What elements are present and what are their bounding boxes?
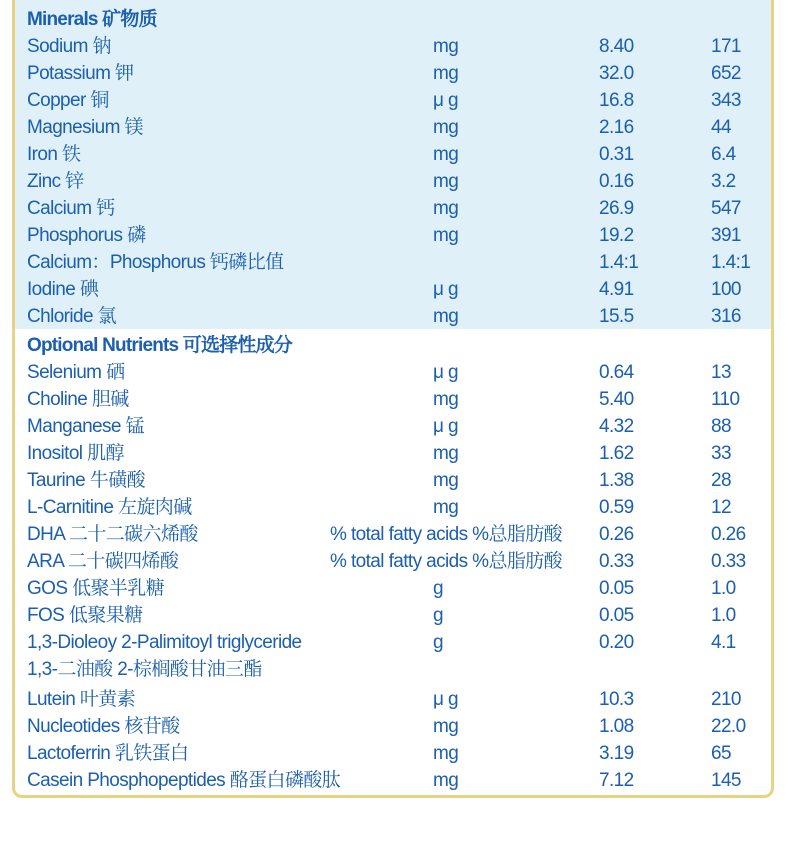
table-row [27,114,774,141]
table-row [27,303,774,330]
nutrient-unit: % total fatty acids %总脂肪酸 [330,551,563,572]
value-per-100kcal: 0.26 [599,524,634,545]
value-per-100g: 210 [711,689,741,710]
table-row [27,548,774,575]
table-row [27,767,774,794]
table-row [27,740,774,767]
table-row [27,386,774,413]
nutrient-unit: mg [433,144,459,165]
nutrient-name: Magnesium 镁 [27,117,143,138]
table-row [27,168,774,195]
table-row [27,195,774,222]
table-row [27,222,774,249]
value-per-100kcal: 0.05 [599,605,634,626]
table-row [27,359,774,386]
nutrient-name: Nucleotides 核苷酸 [27,716,180,737]
nutrient-unit: % total fatty acids %总脂肪酸 [330,524,563,545]
value-per-100kcal: 1.4:1 [599,252,639,273]
value-per-100kcal: 4.91 [599,279,634,300]
value-per-100kcal: 19.2 [599,225,634,246]
nutrient-unit: mg [433,63,459,84]
table-row [27,686,774,713]
table-row [27,276,774,303]
nutrient-name: Calcium 钙 [27,198,115,219]
value-per-100kcal: 4.32 [599,416,634,437]
nutrient-name: Selenium 硒 [27,362,125,383]
nutrient-name: Iodine 碘 [27,279,99,300]
nutrient-name: Iron 铁 [27,144,81,165]
value-per-100kcal: 15.5 [599,306,634,327]
value-per-100kcal: 32.0 [599,63,634,84]
optional-nutrients-heading: Optional Nutrients 可选择性成分 [27,335,293,356]
nutrient-unit: g [433,578,443,599]
value-per-100kcal: 7.12 [599,770,634,791]
value-per-100kcal: 5.40 [599,389,634,410]
nutrient-unit: μ g [433,362,458,383]
nutrition-table-panel [12,0,774,798]
nutrient-unit: μ g [433,90,458,111]
nutrient-name: Manganese 锰 [27,416,144,437]
nutrient-unit: mg [433,198,459,219]
table-row [27,33,774,60]
value-per-100g: 1.0 [711,605,736,626]
value-per-100kcal: 1.62 [599,443,634,464]
value-per-100g: 6.4 [711,144,736,165]
nutrient-unit: mg [433,443,459,464]
value-per-100kcal: 10.3 [599,689,634,710]
value-per-100kcal: 3.19 [599,743,634,764]
nutrient-unit: mg [433,770,459,791]
nutrient-unit: mg [433,743,459,764]
value-per-100kcal: 0.16 [599,171,634,192]
value-per-100g: 22.0 [711,716,746,737]
minerals-heading: Minerals 矿物质 [27,9,157,30]
value-per-100kcal: 0.20 [599,632,634,653]
nutrient-name: Lutein 叶黄素 [27,689,136,710]
table-row [27,494,774,521]
value-per-100g: 1.4:1 [711,252,751,273]
nutrient-name: DHA 二十二碳六烯酸 [27,524,198,545]
value-per-100g: 171 [711,36,741,57]
nutrient-name: Calcium：Phosphorus 钙磷比值 [27,252,284,273]
table-row [27,60,774,87]
value-per-100kcal: 1.08 [599,716,634,737]
nutrient-name: GOS 低聚半乳糖 [27,578,165,599]
nutrient-unit: mg [433,306,459,327]
table-row [27,629,774,656]
nutrient-unit: g [433,605,443,626]
table-row [27,141,774,168]
value-per-100g: 0.33 [711,551,746,572]
value-per-100g: 3.2 [711,171,736,192]
value-per-100g: 316 [711,306,741,327]
table-row [27,467,774,494]
table-row [27,87,774,114]
nutrient-unit: mg [433,389,459,410]
value-per-100kcal: 0.59 [599,497,634,518]
nutrient-unit: mg [433,716,459,737]
value-per-100g: 145 [711,770,741,791]
nutrient-name: Sodium 钠 [27,36,111,57]
table-row [27,602,774,629]
nutrient-unit: μ g [433,279,458,300]
table-row [27,440,774,467]
nutrient-name: Taurine 牛磺酸 [27,470,145,491]
nutrient-unit: μ g [433,689,458,710]
nutrient-unit: g [433,632,443,653]
nutrient-name: Copper 铜 [27,90,109,111]
nutrient-name: 1,3-Dioleoy 2-Palimitoyl triglyceride [27,632,302,653]
nutrient-name: ARA 二十碳四烯酸 [27,551,179,572]
value-per-100g: 33 [711,443,731,464]
value-per-100g: 391 [711,225,741,246]
nutrient-unit: mg [433,36,459,57]
value-per-100g: 12 [711,497,731,518]
value-per-100g: 13 [711,362,731,383]
value-per-100g: 65 [711,743,731,764]
value-per-100g: 88 [711,416,731,437]
table-row [27,413,774,440]
value-per-100g: 343 [711,90,741,111]
value-per-100g: 110 [711,389,740,410]
nutrient-name: Phosphorus 磷 [27,225,146,246]
nutrient-unit: mg [433,225,459,246]
value-per-100g: 28 [711,470,731,491]
table-row [27,575,774,602]
nutrient-name: Chloride 氯 [27,306,117,327]
value-per-100kcal: 0.64 [599,362,634,383]
nutrient-unit: μ g [433,416,458,437]
table-row [27,521,774,548]
value-per-100kcal: 16.8 [599,90,634,111]
value-per-100kcal: 0.31 [599,144,634,165]
table-row [27,656,774,683]
table-row [27,713,774,740]
value-per-100g: 547 [711,198,741,219]
value-per-100g: 100 [711,279,741,300]
value-per-100kcal: 2.16 [599,117,634,138]
table-row [27,249,774,276]
value-per-100g: 1.0 [711,578,736,599]
nutrient-unit: mg [433,497,459,518]
value-per-100g: 0.26 [711,524,746,545]
nutrient-name: Zinc 锌 [27,171,84,192]
nutrient-name: L-Carnitine 左旋肉碱 [27,497,192,518]
value-per-100g: 4.1 [711,632,736,653]
value-per-100kcal: 8.40 [599,36,634,57]
nutrient-name: Lactoferrin 乳铁蛋白 [27,743,189,764]
nutrient-unit: mg [433,171,459,192]
nutrient-name: 1,3-二油酸 2-棕榈酸甘油三酯 [27,659,262,680]
nutrient-unit: mg [433,117,459,138]
nutrient-name: FOS 低聚果糖 [27,605,143,626]
nutrient-name: Inositol 肌醇 [27,443,124,464]
nutrient-unit: mg [433,470,459,491]
value-per-100kcal: 0.05 [599,578,634,599]
value-per-100kcal: 1.38 [599,470,634,491]
nutrient-name: Potassium 钾 [27,63,134,84]
value-per-100kcal: 0.33 [599,551,634,572]
value-per-100kcal: 26.9 [599,198,634,219]
nutrient-name: Casein Phosphopeptides 酪蛋白磷酸肽 [27,770,341,791]
value-per-100g: 44 [711,117,731,138]
value-per-100g: 652 [711,63,741,84]
nutrient-name: Choline 胆碱 [27,389,129,410]
